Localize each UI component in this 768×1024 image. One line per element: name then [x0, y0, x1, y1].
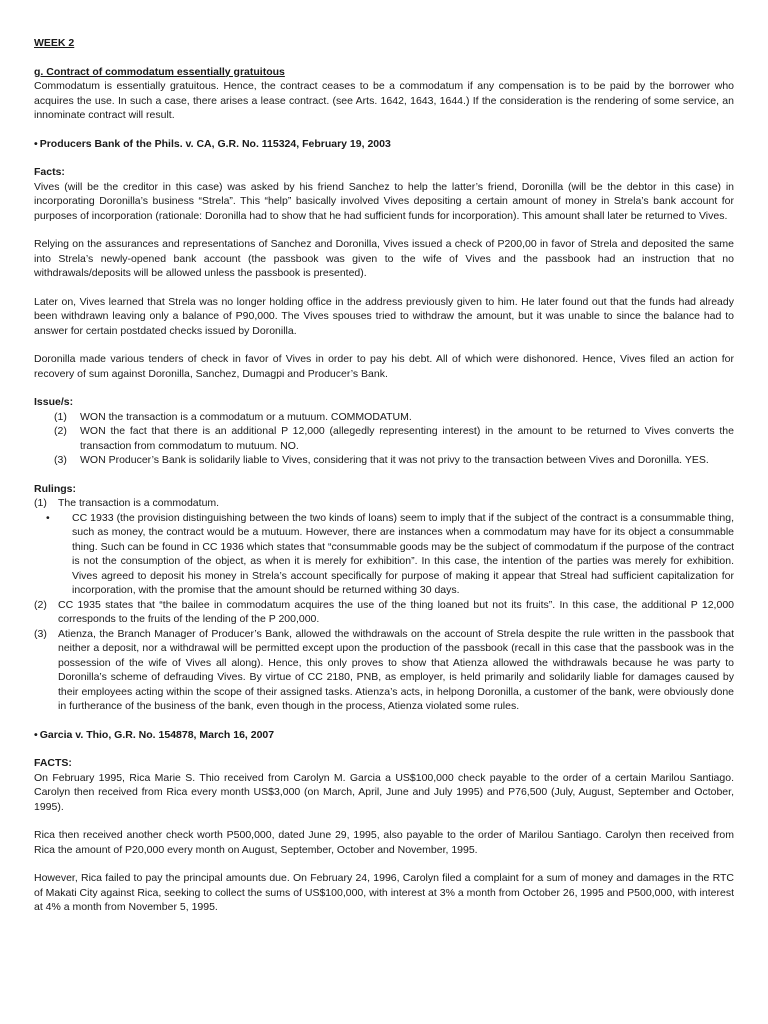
list-number: (3) [54, 454, 67, 466]
facts-paragraph: Vives (will be the creditor in this case) was asked by his friend Sanchez to help the latter’s friend, Doronilla (will be the debtor in this case) in incorporating Doronilla’s business “Strela”. This “help” basically involved Vives depositing a certain amount of money in Strela’s bank account for purposes of incorporation (rationale: Doronilla had to show that he had sufficient funds for incorporation). This amount shall later be returned to Vives. [34, 180, 734, 222]
spacer [34, 714, 734, 728]
spacer [34, 51, 734, 65]
sub-list-item [34, 511, 734, 598]
case-title [34, 728, 734, 743]
spacer [34, 223, 734, 237]
spacer [34, 857, 734, 871]
spacer [34, 381, 734, 395]
list-number: (3) [34, 627, 47, 640]
list-number: (2) [54, 425, 67, 437]
week-heading: WEEK 2 [34, 37, 75, 49]
spacer [34, 123, 734, 137]
bullet-icon: • [34, 137, 38, 150]
list-text: Atienza, the Branch Manager of Producer’s Bank, allowed the withdrawals on the account of Strela despite the rule written in the passbook that neither a deposit, nor a withdrawal will be permitted except upon the production of the passbook (recall in this case that the passbook was in the possession of the wife of Vives all along). Hence, this only proves to show that Atienza allowed the withdrawals because he was party to Doronilla’s scheme of defrauding Vives. By virtue of CC 2180, PNB, as employer, is held primarily and solidarily liable for damages caused by their employees acting within the scope of their assigned tasks. Atienza’s acts, in helpong Doronilla, a customer of the bank, were obviously done in furtherance of the business of the bank, even though in the process, Atienza violated some rules. [58, 627, 734, 712]
list-text: WON the transaction is a commodatum or a mutuum. COMMODATUM. [80, 410, 412, 423]
issues-heading: Issue/s: [34, 396, 74, 408]
list-text: WON the fact that there is an additional P 12,000 (allegedly representing interest) in the amount to be returned to Vives converts the transaction from commodatum to mutuum. NO. [80, 425, 734, 452]
spacer [34, 468, 734, 482]
rulings-heading: Rulings: [34, 482, 76, 495]
issues-list [34, 410, 734, 468]
list-number: (1) [34, 497, 47, 509]
list-item [34, 453, 734, 468]
section-heading: g. Contract of commodatum essentially gratuitous [34, 65, 285, 78]
spacer [34, 814, 734, 828]
list-text: The transaction is a commodatum. [58, 497, 220, 509]
spacer [34, 281, 734, 295]
facts-paragraph: However, Rica failed to pay the principal amounts due. On February 24, 1996, Carolyn filed a complaint for a sum of money and damages in the RTC of Makati City against Rica, seeking to collect the sums of US$100,000, with interest at 3% a month from October 26, 1995 and P500,000, with interest at 4% a month from November 5, 1995. [34, 872, 734, 913]
list-number: (2) [34, 598, 47, 611]
facts-heading: Facts: [34, 166, 65, 178]
facts-paragraph: On February 1995, Rica Marie S. Thio received from Carolyn M. Garcia a US$100,000 check payable to the order of a certain Marilou Santiago. Carolyn then received from Rica every month US$3,000 (on March, April, June and July 1995) and P76,500 (July, August, September and October, 1995). [34, 771, 734, 813]
facts-paragraph: Relying on the assurances and representations of Sanchez and Doronilla, Vives issued a check of P200,00 in favor of Strela and deposited the same into Strela’s newly-opened bank account (the passbook was given to the wife of Vives and the passbook had an instruction that no withdrawals/deposits will be allowed unless the passbook is presented). [34, 238, 734, 279]
case-title-text: Producers Bank of the Phils. v. CA, G.R. No. 115324, February 19, 2003 [39, 137, 391, 150]
case-title-text: Garcia v. Thio, G.R. No. 154878, March 16, 2007 [39, 728, 275, 741]
list-item [34, 410, 734, 425]
spacer [34, 338, 734, 352]
facts-paragraph: Doronilla made various tenders of check in favor of Vives in order to pay his debt. All of which were dishonored. Hence, Vives filed an action for recovery of sum against Doronilla, Sanchez, Dumagpi and Producer’s Bank. [34, 353, 734, 380]
list-item [34, 424, 734, 453]
facts-paragraph: Later on, Vives learned that Strela was no longer holding office in the address previously given to him. He later found out that the funds had already been withdrawn leaving only a balance of P90,000. The Vives spouses tried to withdraw the amount, but it was unable to since the balance had to answer for certain postdated checks issued by Doronilla. [34, 295, 734, 337]
facts-paragraph: Rica then received another check worth P500,000, dated June 29, 1995, also payable to the order of Marilou Santiago. Carolyn then received from Rica the amount of P20,000 every month on August, September, October and November, 1995. [34, 829, 734, 856]
facts-heading: FACTS: [34, 757, 72, 769]
list-number: (1) [54, 410, 67, 423]
list-text: WON Producer’s Bank is solidarily liable to Vives, considering that it was not privy to the transaction between Vives and Doronilla. YES. [80, 454, 709, 466]
spacer [34, 151, 734, 165]
bullet-icon: • [46, 511, 50, 524]
rulings-list [34, 496, 734, 714]
document-page [34, 36, 734, 915]
spacer [34, 742, 734, 756]
list-text: CC 1933 (the provision distinguishing between the two kinds of loans) seem to imply that if the subject of the contract is a consummable thing, such as money, the contract would be a mutuum. However, there are instances when a commodatum may have for its object a consummable thing. Such can be found in CC 1936 which states that “consummable goods may be the subject of commodatum if the purpose of the contract is not the consumption of the object, as when it is merely for exhibition”. In this case, the intention of the parties was merely for exhibition. Vives agreed to deposit his money in Strela’s account specifically for purpose of making it appear that Streal had sufficient capitalization for incorporation, with the promise that the amount should be returned withing 30 days. [72, 511, 734, 596]
list-item [34, 598, 734, 627]
list-item [34, 627, 734, 714]
list-text: CC 1935 states that “the bailee in commodatum acquires the use of the thing loaned but not its fruits”. In this case, the additional P 12,000 corresponds to the fruits of the lending of the P 200,000. [58, 598, 734, 625]
list-item [34, 496, 734, 511]
case-title [34, 137, 734, 152]
bullet-icon: • [34, 728, 38, 741]
intro-paragraph: Commodatum is essentially gratuitous. Hence, the contract ceases to be a commodatum if any compensation is to be paid by the borrower who acquires the use. In such a case, there arises a lease contract. (see Arts. 1642, 1643, 1644.) If the consideration is the rendering of some service, an innominate contract will result. [34, 80, 734, 121]
